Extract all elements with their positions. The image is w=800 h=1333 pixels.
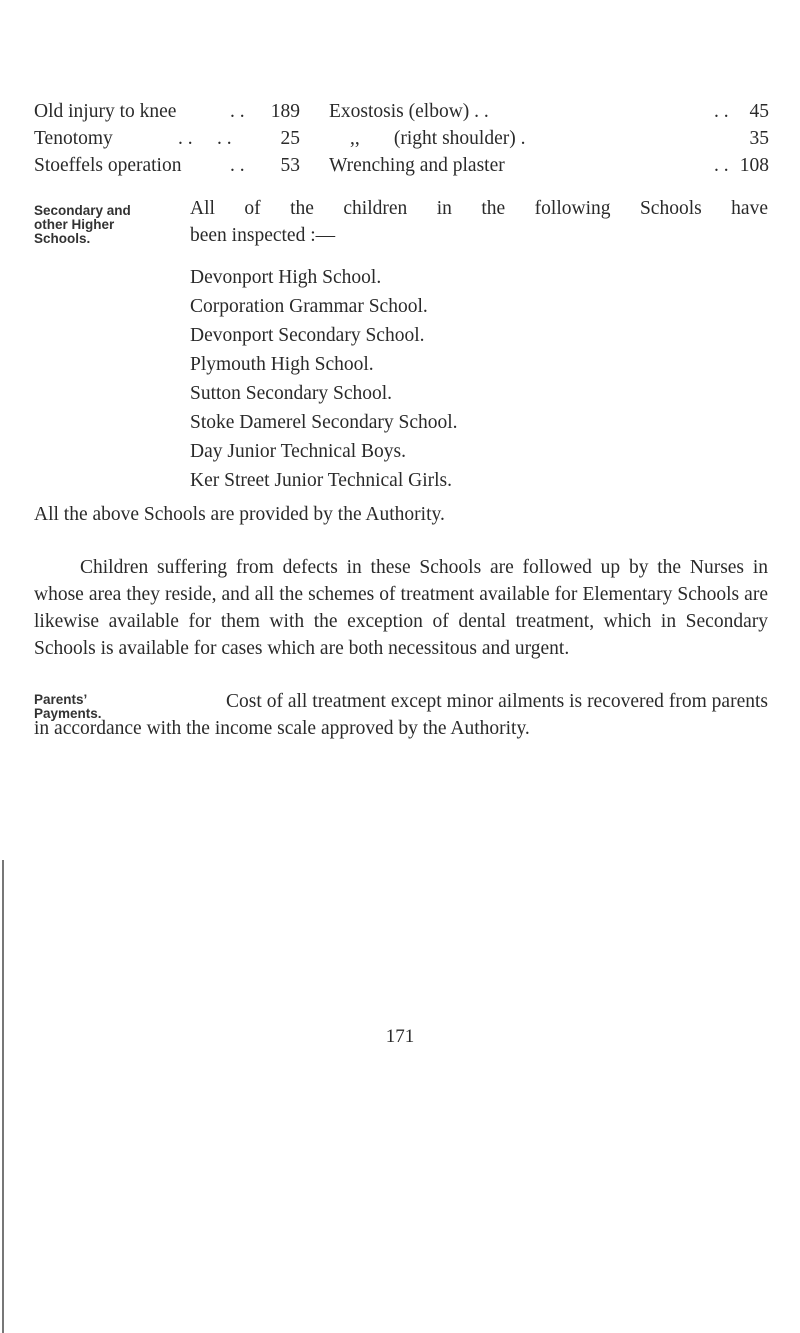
table-row <box>34 98 769 125</box>
list-item: Day Junior Technical Boys. <box>190 441 406 462</box>
operation-label: Tenotomy <box>34 128 113 149</box>
scan-edge-line <box>2 860 4 1333</box>
operation-count: 25 <box>280 128 300 149</box>
list-item: Devonport Secondary School. <box>190 325 425 346</box>
children-paragraph: Children suffering from defects in these Schools are followed up by the Nurses in whose area they reside, and all the schemes of treatment available for Elementary Schools are likewise available for them with the exception of dental treatment, which in Secondary Schools is available for cases which are both necessitous and urgent. <box>34 557 768 659</box>
operation-count: 108 <box>739 155 769 176</box>
operation-label: Old injury to knee <box>34 101 177 122</box>
list-item: Corporation Grammar School. <box>190 296 428 317</box>
page-number: 171 <box>385 1026 415 1047</box>
operation-label: ,, (right shoulder) . <box>350 128 526 149</box>
operation-count: 189 <box>270 101 300 122</box>
margin-note-secondary-schools <box>34 204 174 246</box>
table-row <box>34 152 769 179</box>
operation-label: Wrenching and plaster <box>329 155 505 176</box>
secondary-intro-paragraph <box>190 195 768 249</box>
margin-note-line: Payments. <box>34 706 102 721</box>
list-item: Stoke Damerel Secondary School. <box>190 412 458 433</box>
leader-dots: . . <box>714 101 729 122</box>
list-item: Ker Street Junior Technical Girls. <box>190 470 452 491</box>
operation-count: 45 <box>749 101 769 122</box>
leader-dots: . . . . <box>178 128 232 149</box>
margin-note-line: Schools. <box>34 231 91 246</box>
table-row <box>34 125 769 152</box>
intro-line: been inspected :— <box>190 225 336 246</box>
school-list <box>190 263 458 495</box>
leader-dots: . . <box>230 155 245 176</box>
intro-line: All of the children in the following Schools have <box>190 198 768 219</box>
provided-paragraph: All the above Schools are provided by the Authority. <box>34 504 445 525</box>
margin-note-line: Parents’ <box>34 692 88 707</box>
operation-label: Stoeffels operation <box>34 155 182 176</box>
margin-note-line: other Higher <box>34 217 115 232</box>
margin-note-line: Secondary and <box>34 203 131 218</box>
list-item: Sutton Secondary School. <box>190 383 393 404</box>
operation-count: 53 <box>280 155 300 176</box>
operation-count: 35 <box>749 128 769 149</box>
operations-table <box>34 98 769 179</box>
list-item: Devonport High School. <box>190 267 382 288</box>
leader-dots: . . <box>230 101 245 122</box>
leader-dots: . . <box>714 155 729 176</box>
operation-label: Exostosis (elbow) . . <box>329 101 489 122</box>
list-item: Plymouth High School. <box>190 354 374 375</box>
parents-payments-paragraph: Cost of all treatment except minor ailments is recovered from parents in accordance with the income scale approved by the Authority. <box>34 691 768 739</box>
